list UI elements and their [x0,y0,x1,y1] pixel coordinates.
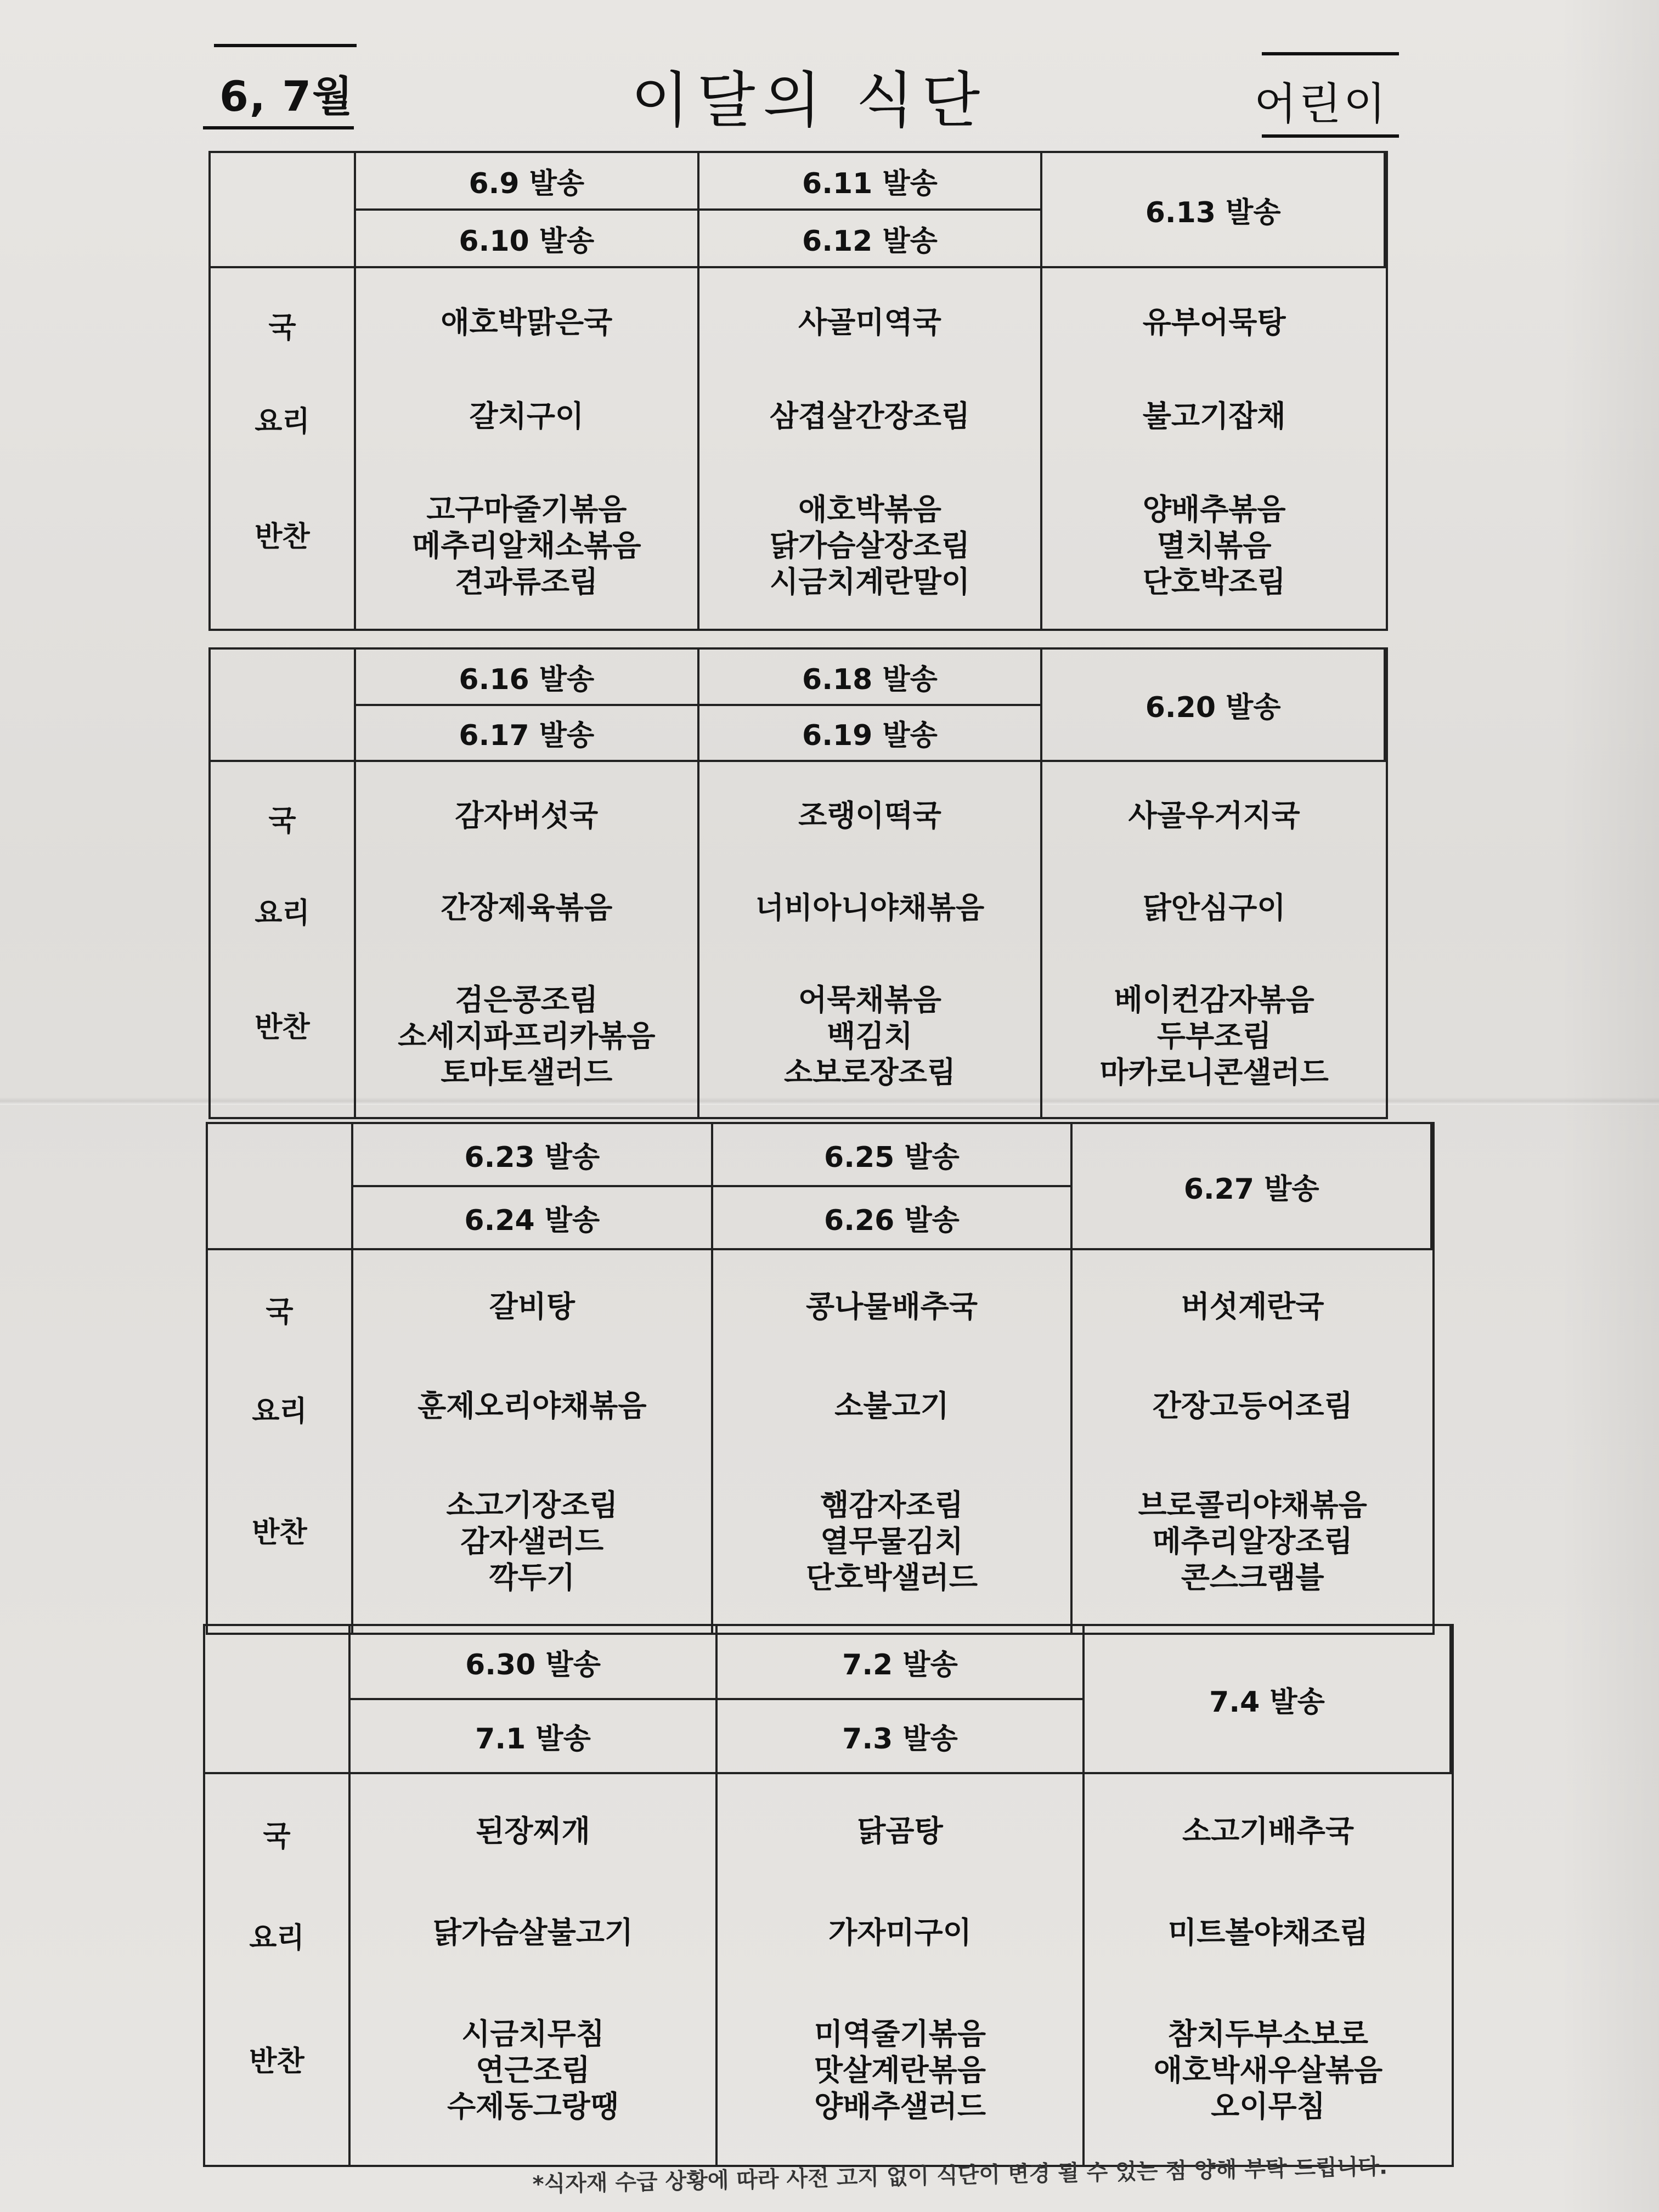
paper-edge-shadow [1560,0,1659,2212]
soup-item: 소고기배추국 [1182,1814,1354,1849]
ship-date-cell [1085,1626,1452,1774]
ship-date: 6.18 발송 [802,663,938,696]
ship-date: 6.11 발송 [802,167,938,200]
side-dish-item: 참치두부소보로 [1167,2017,1369,2052]
side-dishes-list [1073,1487,1432,1596]
ship-date-cell [699,650,1043,762]
meal-column [699,268,1043,629]
week-table [203,1624,1454,2167]
footnote: *식자재 수급 상황에 따라 사전 고지 없이 식단이 변경 될 수 있는 점 양해 부탁 드립니다. [532,2154,1388,2197]
side-dish-item: 햄감자조림 [820,1488,963,1523]
row-label-main: 요리 [252,1395,307,1428]
meal-column [1073,1250,1432,1633]
side-dishes-list [351,2016,715,2125]
side-dish-item: 베이컨감자볶음 [1114,983,1314,1018]
ship-date: 6.27 발송 [1183,1172,1319,1206]
ship-date-cell [699,153,1043,268]
row-labels-column [208,1250,353,1633]
menu-header [203,38,1399,143]
header-corner-cell [205,1626,351,1774]
side-dish-item: 맛살계란볶음 [814,2053,986,2088]
soup-item: 된장찌개 [476,1814,590,1849]
side-dish-item: 검은콩조림 [455,983,599,1018]
ship-date-cell [1042,153,1386,268]
meal-column [356,268,699,629]
side-dishes-list [1042,492,1386,600]
main-dish-item: 갈치구이 [469,398,584,433]
main-dish-item: 미트볼야채조림 [1167,1915,1369,1950]
side-dishes-list [353,1487,711,1596]
side-dishes-list [699,982,1041,1091]
side-dish-item: 메추리알장조림 [1152,1524,1353,1559]
ship-date: 7.4 발송 [1209,1685,1325,1719]
side-dish-item: 애호박볶음 [798,492,941,527]
ship-date: 6.23 발송 [464,1141,600,1174]
page-title: 이달의 식단 [631,65,988,136]
meal-column [713,1250,1073,1633]
row-label-sides: 반찬 [255,1011,310,1045]
header-corner-cell [211,650,356,762]
month-rule-bottom [203,126,354,129]
side-dish-item: 콘스크램블 [1181,1560,1324,1595]
main-dish-item: 간장제육볶음 [441,890,613,925]
main-dish-item: 소불고기 [834,1388,949,1423]
ship-date: 6.16 발송 [459,663,595,696]
soup-item: 조랭이떡국 [798,798,941,833]
row-label-sides: 반찬 [249,2045,304,2079]
ship-date-cell [1073,1124,1432,1250]
ship-date: 6.25 발송 [824,1141,960,1174]
side-dish-item: 소세지파프리카볶음 [398,1019,656,1054]
side-dish-item: 미역줄기볶음 [814,2017,986,2052]
row-labels-column [211,762,356,1117]
side-dish-item: 두부조림 [1156,1019,1272,1054]
side-dishes-list [1085,2016,1452,2125]
ship-date: 6.17 발송 [356,704,697,760]
week-table [208,151,1388,631]
side-dish-item: 닭가슴살장조림 [769,528,970,563]
ship-date: 6.10 발송 [356,208,697,266]
meal-column [718,1774,1085,2165]
side-dish-item: 오이무침 [1211,2089,1325,2124]
main-dish-item: 삼겹살간장조림 [769,398,970,433]
side-dish-item: 감자샐러드 [460,1524,604,1559]
main-dish-item: 너비아니야채볶음 [755,890,985,925]
side-dish-item: 양배추샐러드 [814,2089,986,2124]
row-label-main: 요리 [249,1922,304,1955]
row-label-sides: 반찬 [255,521,310,554]
ship-date: 6.30 발송 [465,1649,601,1681]
side-dish-item: 소보로장조림 [784,1055,956,1090]
meal-column [356,762,699,1117]
row-label-main: 요리 [255,405,310,438]
side-dish-item: 단호박조림 [1142,565,1286,600]
side-dish-item: 연근조림 [476,2053,590,2088]
month-rule-top [214,44,357,47]
row-labels-column [205,1774,351,2165]
row-labels-column [211,268,356,629]
soup-item: 버섯계란국 [1181,1289,1324,1324]
side-dish-item: 고구마줄기볶음 [426,492,627,527]
meal-column [699,762,1043,1117]
ship-date: 6.26 발송 [713,1185,1071,1248]
side-dishes-list [1042,982,1386,1091]
side-dish-item: 소고기장조림 [446,1488,618,1523]
ship-date: 6.9 발송 [469,167,585,200]
ship-date-cell [356,153,699,268]
side-dish-item: 양배추볶음 [1142,492,1286,527]
ship-date: 6.13 발송 [1145,196,1281,229]
row-label-main: 요리 [255,896,310,930]
main-dish-item: 닭가슴살불고기 [432,1915,634,1950]
soup-item: 닭곰탕 [857,1814,943,1849]
soup-item: 갈비탕 [489,1289,575,1324]
soup-item: 사골미역국 [798,304,941,340]
row-label-soup: 국 [268,311,296,345]
side-dishes-list [713,1487,1071,1596]
meal-column [351,1774,718,2165]
side-dish-item: 깍두기 [489,1560,575,1595]
side-dish-item: 메추리알채소볶음 [412,528,641,563]
soup-item: 사골우거지국 [1128,798,1300,833]
ship-date: 6.24 발송 [353,1185,711,1248]
ship-date-cell [351,1626,718,1774]
side-dish-item: 시금치계란말이 [769,565,970,600]
side-dish-item: 수제동그랑땡 [447,2089,619,2124]
side-dishes-list [356,982,697,1091]
ship-date-cell [356,650,699,762]
header-corner-cell [208,1124,353,1250]
main-dish-item: 훈제오리야채볶음 [417,1388,647,1423]
main-dish-item: 가자미구이 [828,1915,972,1950]
side-dish-item: 마카로니콘샐러드 [1099,1055,1329,1090]
ship-date: 6.19 발송 [699,704,1041,760]
side-dish-item: 단호박샐러드 [806,1560,978,1595]
month-label: 6, 7월 [219,72,354,121]
main-dish-item: 간장고등어조림 [1152,1388,1353,1423]
meal-column [1085,1774,1452,2165]
ship-date: 6.20 발송 [1145,691,1281,724]
week-table [208,647,1388,1119]
ship-date: 7.1 발송 [351,1698,715,1772]
side-dishes-list [718,2016,1082,2125]
week-table [206,1122,1435,1635]
header-corner-cell [211,153,356,268]
soup-item: 애호박맑은국 [441,304,613,340]
side-dish-item: 브로콜리야채볶음 [1138,1488,1367,1523]
row-label-soup: 국 [266,1295,294,1329]
side-dishes-list [699,492,1041,600]
side-dish-item: 애호박새우살볶음 [1153,2053,1383,2088]
soup-item: 유부어묵탕 [1142,304,1286,340]
ship-date: 7.3 발송 [718,1698,1082,1772]
soup-item: 감자버섯국 [455,798,599,833]
ship-date-cell [718,1626,1085,1774]
ship-date-cell [1042,650,1386,762]
row-label-soup: 국 [268,804,296,838]
row-label-sides: 반찬 [252,1516,307,1550]
main-dish-item: 불고기잡채 [1142,398,1286,433]
main-dish-item: 닭안심구이 [1142,890,1286,925]
meal-column [353,1250,713,1633]
side-dish-item: 시금치무침 [461,2017,605,2052]
side-dish-item: 어묵채볶음 [798,983,941,1018]
side-dish-item: 백김치 [827,1019,913,1054]
audience-rule-top [1262,52,1399,55]
meal-column [1042,268,1386,629]
side-dishes-list [356,492,697,600]
ship-date: 7.2 발송 [842,1649,958,1681]
meal-column [1042,762,1386,1117]
side-dish-item: 토마토샐러드 [441,1055,613,1090]
audience-rule-bottom [1262,134,1399,138]
side-dish-item: 열무물김치 [820,1524,963,1559]
row-label-soup: 국 [263,1820,291,1854]
side-dish-item: 견과류조림 [455,565,599,600]
audience-label: 어린이 [1254,78,1388,129]
soup-item: 콩나물배추국 [806,1289,978,1324]
ship-date-cell [353,1124,713,1250]
ship-date: 6.12 발송 [699,208,1041,266]
side-dish-item: 멸치볶음 [1156,528,1272,563]
ship-date-cell [713,1124,1073,1250]
